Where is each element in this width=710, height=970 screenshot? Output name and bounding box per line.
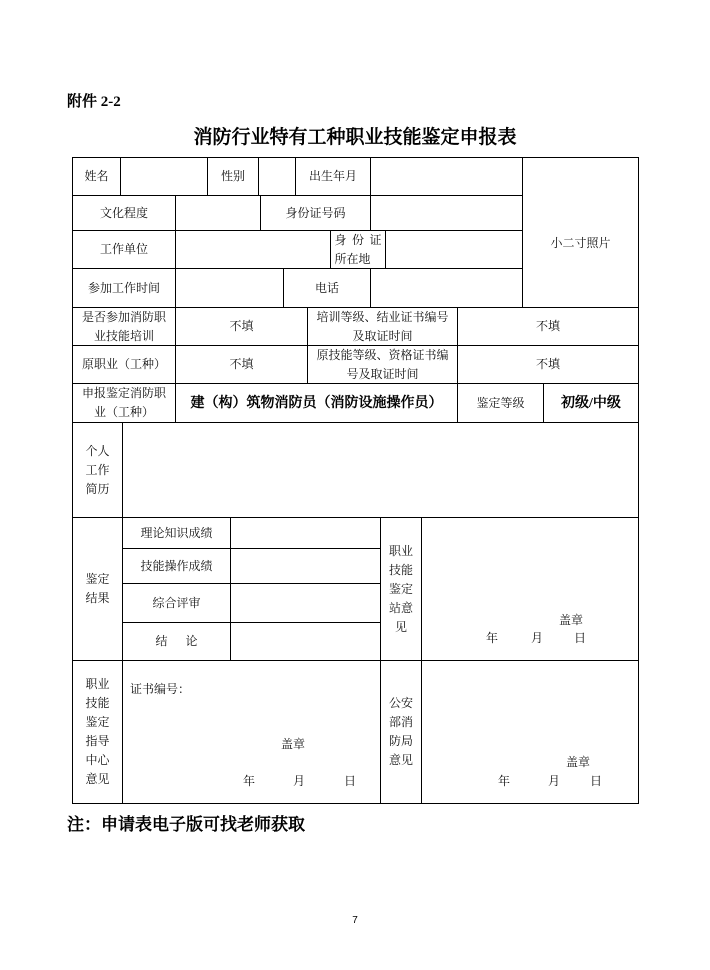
applied-occupation-label: 申报鉴定消防职 业（工种） <box>72 383 176 423</box>
id-number-field <box>370 195 523 231</box>
station-opinion-label: 职业 技能 鉴定 站意 见 <box>380 517 422 661</box>
bureau-seal-text: 盖章 <box>566 755 591 769</box>
previous-qualification-label: 原技能等级、资格证书编 号及取证时间 <box>307 345 458 384</box>
previous-qualification-value: 不填 <box>457 345 639 384</box>
training-certificate-label: 培训等级、结业证书编号 及取证时间 <box>307 307 458 346</box>
name-field <box>120 157 208 196</box>
work-start-date-label: 参加工作时间 <box>72 268 176 308</box>
comprehensive-review-label: 综合评审 <box>122 583 231 623</box>
bureau-date-day: 日 <box>590 774 603 788</box>
conclusion-field <box>230 622 381 661</box>
bureau-date-month: 月 <box>548 774 561 788</box>
form-title: 消防行业特有工种职业技能鉴定申报表 <box>193 127 517 148</box>
station-date-month: 月 <box>531 631 544 645</box>
station-date-day: 日 <box>574 631 587 645</box>
application-form-table <box>72 157 639 804</box>
photo-placeholder: 小二寸照片 <box>522 157 639 308</box>
station-date-year: 年 <box>486 631 499 645</box>
id-number-label: 身份证号码 <box>260 195 371 231</box>
work-unit-label: 工作单位 <box>72 230 176 269</box>
certificate-number-label: 证书编号： <box>130 682 191 696</box>
fire-bureau-opinion-field <box>421 660 639 804</box>
phone-label: 电话 <box>283 268 371 308</box>
resume-field <box>122 422 639 518</box>
id-location-label: 身 份 证 所在地 <box>330 230 386 269</box>
conclusion-label: 结 论 <box>122 622 231 661</box>
education-label: 文化程度 <box>72 195 176 231</box>
station-opinion-field <box>421 517 639 661</box>
previous-occupation-value: 不填 <box>175 345 308 384</box>
id-location-field <box>385 230 523 269</box>
gender-label: 性别 <box>207 157 259 196</box>
work-unit-field <box>175 230 331 269</box>
center-date-day: 日 <box>344 774 357 788</box>
previous-occupation-label: 原职业（工种） <box>72 345 176 384</box>
page-number: 7 <box>352 915 358 926</box>
attachment-label: 附件 2-2 <box>67 94 121 110</box>
center-date-month: 月 <box>293 774 306 788</box>
training-attended-label: 是否参加消防职 业技能培训 <box>72 307 176 346</box>
training-attended-value: 不填 <box>175 307 308 346</box>
skill-score-field <box>230 548 381 584</box>
assessment-level-label: 鉴定等级 <box>457 383 544 423</box>
footer-note: 注：申请表电子版可找老师获取 <box>67 815 305 834</box>
birth-date-label: 出生年月 <box>295 157 371 196</box>
comprehensive-review-field <box>230 583 381 623</box>
theory-score-label: 理论知识成绩 <box>122 517 231 549</box>
name-label: 姓名 <box>72 157 121 196</box>
station-seal-text: 盖章 <box>559 613 584 627</box>
work-start-date-field <box>175 268 284 308</box>
guidance-center-opinion-field <box>122 660 381 804</box>
birth-date-field <box>370 157 523 196</box>
phone-field <box>370 268 523 308</box>
guidance-center-opinion-label: 职业 技能 鉴定 指导 中心 意见 <box>72 660 123 804</box>
assessment-result-label: 鉴定 结果 <box>72 517 123 661</box>
center-seal-text: 盖章 <box>281 737 306 751</box>
resume-label: 个人 工作 简历 <box>72 422 123 518</box>
assessment-level-value: 初级/中级 <box>543 383 639 423</box>
bureau-date-year: 年 <box>498 774 511 788</box>
skill-score-label: 技能操作成绩 <box>122 548 231 584</box>
theory-score-field <box>230 517 381 549</box>
center-date-year: 年 <box>243 774 256 788</box>
applied-occupation-value: 建（构）筑物消防员（消防设施操作员） <box>175 383 458 423</box>
education-field <box>175 195 261 231</box>
training-certificate-value: 不填 <box>457 307 639 346</box>
gender-field <box>258 157 296 196</box>
fire-bureau-opinion-label: 公安 部消 防局 意见 <box>380 660 422 804</box>
